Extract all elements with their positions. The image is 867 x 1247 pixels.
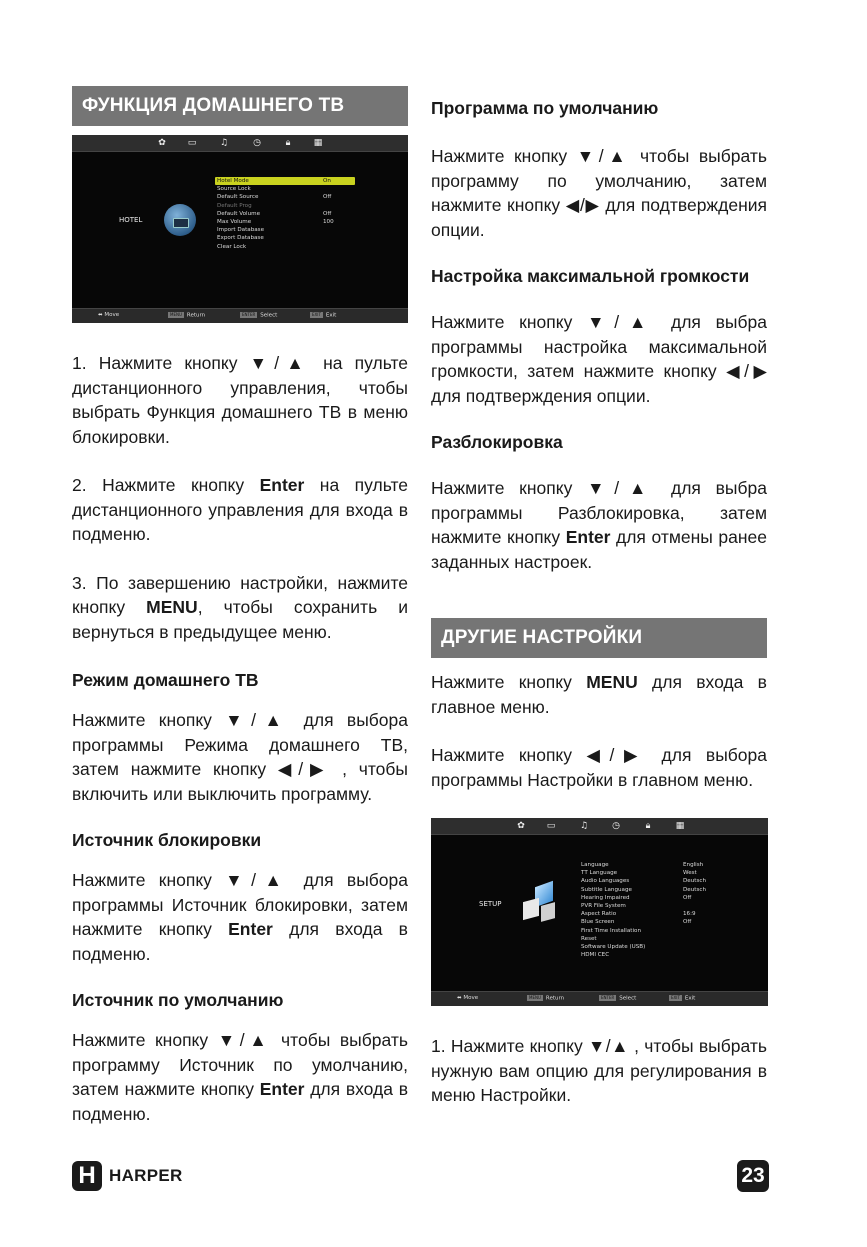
menu-item-label: HDMI CEC	[581, 952, 610, 959]
lock-icon: 🔒︎	[285, 138, 291, 148]
step-1: 1. Нажмите кнопку ▼/▲ на пульте дистанционного управления, чтобы выбрать Функция домашнего ТВ в меню блокировки.	[72, 353, 408, 447]
step-3-text-end: , чтобы сохранить и вернуться в предыдущее меню.	[72, 597, 408, 642]
menu-item-label: Hearing Impaired	[581, 894, 630, 901]
move-arrows-icon: ⬌	[457, 995, 464, 1001]
menu-item-label: Audio Languages	[581, 878, 630, 885]
menu-item-value: Off	[683, 894, 692, 901]
page-number: 23	[737, 1160, 769, 1192]
menu-item-label: Source Lock	[217, 186, 251, 193]
menu-item[interactable]	[579, 927, 729, 935]
menu-item[interactable]	[215, 202, 355, 210]
hint-move	[457, 995, 478, 1001]
step-2-key: Enter	[259, 475, 305, 495]
setup-cubes-icon	[521, 884, 565, 924]
hint-move	[98, 312, 119, 318]
hint-label: Return	[186, 312, 206, 319]
monitor-icon: ▭	[187, 138, 197, 148]
menu-item-value: Off	[323, 194, 332, 201]
default-prog-text: Нажмите кнопку ▼/▲ чтобы выбрать программу по умолчанию, затем нажмите кнопку ◀/▶ для подтверждения опции.	[431, 146, 767, 240]
left-column	[72, 86, 408, 1126]
tv-bottom-bar	[72, 308, 408, 323]
lock-icon: 🔒︎	[645, 821, 651, 831]
menu-item-value: 100	[323, 218, 334, 225]
default-source-key: Enter	[259, 1079, 305, 1099]
menu-item-label: Subtitle Language	[581, 886, 632, 893]
section-title-home-tv: ФУНКЦИЯ ДОМАШНЕГО ТВ	[72, 86, 408, 126]
menu-item[interactable]	[215, 243, 355, 251]
menu-item[interactable]	[215, 185, 355, 193]
grid-icon: ▦	[675, 821, 685, 831]
menu-item[interactable]	[215, 210, 355, 218]
menu-item-label: Default Source	[217, 194, 259, 201]
menu-item-label: Reset	[581, 935, 597, 942]
gear-icon: ✿	[517, 821, 525, 831]
hint-key: ENTER	[242, 312, 256, 317]
heading-default-prog: Программа по умолчанию	[431, 98, 659, 118]
heading-default-source: Источник по умолчанию	[72, 990, 284, 1010]
step-3-key: MENU	[146, 597, 198, 617]
hint-select	[240, 312, 277, 319]
menu-item-label: Default Volume	[217, 210, 261, 217]
menu-item[interactable]	[215, 218, 355, 226]
step-2-text: 2. Нажмите кнопку	[72, 475, 260, 495]
menu-item[interactable]	[215, 177, 355, 185]
hint-exit	[310, 312, 336, 319]
menu-item-label: Blue Screen	[581, 919, 615, 926]
music-icon: ♫	[219, 138, 229, 148]
menu-item-value: Off	[683, 919, 692, 926]
menu-item-value: West	[683, 870, 697, 877]
source-lock-key: Enter	[228, 919, 273, 939]
setup-menu-screenshot	[431, 818, 768, 1006]
clock-icon: ◷	[253, 138, 261, 148]
menu-enter-text	[431, 670, 767, 719]
max-volume-text: Нажмите кнопку ▼/▲ для выбра программы настройка максимальной громкости, затем нажмите кнопку ◀/▶ для подтверждения опции.	[431, 312, 767, 406]
move-arrows-icon: ⬌	[98, 312, 105, 318]
source-lock-text-a: Нажмите кнопку ▼/▲ для выбора программы Источник блокировки, затем нажмите кнопку	[72, 870, 408, 939]
unlock-text	[431, 476, 767, 574]
menu-item-label: Import Database	[217, 227, 265, 234]
hint-label: Select	[619, 995, 637, 1002]
tv-bottom-bar	[431, 991, 768, 1006]
hint-label: Move	[104, 312, 120, 318]
music-icon: ♫	[579, 821, 589, 831]
tv-top-bar	[431, 818, 768, 835]
menu-item[interactable]	[579, 943, 729, 951]
menu-item[interactable]	[579, 910, 729, 918]
step-3-text: 3. По завершению настройки, нажмите кнопку	[72, 572, 408, 617]
menu-item[interactable]	[579, 886, 729, 894]
hint-label: Exit	[325, 312, 337, 319]
menu-item-value: 16:9	[683, 911, 696, 918]
menu-item-value: On	[323, 178, 331, 184]
right-column	[431, 86, 767, 1108]
unlock-text-a: Нажмите кнопку ▼/▲ для выбра программы Разблокировка, затем нажмите кнопку	[431, 478, 767, 547]
step-3	[72, 571, 408, 645]
menu-item[interactable]	[579, 861, 729, 869]
tv-top-bar	[72, 135, 408, 152]
hint-key: EXIT	[312, 312, 321, 317]
menu-item-label: PVR File System	[581, 902, 626, 909]
default-source-text-a: Нажмите кнопку ▼/▲ чтобы выбрать программу Источник по умолчанию, затем нажмите кнопку	[72, 1030, 408, 1099]
menu-enter-text-c: для входа в главное меню.	[431, 672, 767, 717]
hint-return	[168, 312, 205, 319]
default-source-text	[72, 1028, 408, 1126]
settings-select-text: Нажмите кнопку ◀/▶ для выбора программы Настройки в главном меню.	[431, 745, 767, 790]
gear-icon: ✿	[158, 138, 166, 148]
menu-item-label: Clear Lock	[217, 243, 247, 250]
hotel-menu-screenshot	[72, 135, 408, 323]
logo-mark: H	[72, 1161, 102, 1191]
menu-item-value: English	[683, 862, 704, 868]
menu-item-value: Deutsch	[683, 886, 707, 893]
hint-key: MENU	[170, 312, 182, 317]
step-2-text-end: на пульте дистанционного управления для входа в подменю.	[72, 475, 409, 544]
menu-item-label: First Time Installation	[581, 927, 641, 934]
menu-item[interactable]	[579, 877, 729, 885]
menu-item-label: TT Language	[581, 870, 618, 877]
hint-key: MENU	[529, 995, 541, 1000]
menu-enter-text-a: Нажмите кнопку	[431, 672, 587, 692]
menu-item[interactable]	[579, 894, 729, 902]
heading-max-volume: Настройка максимальной громкости	[431, 266, 750, 286]
menu-item[interactable]	[579, 918, 729, 926]
section-title-other-settings: ДРУГИЕ НАСТРОЙКИ	[431, 618, 767, 658]
heading-source-lock: Источник блокировки	[72, 830, 262, 850]
menu-item-label: Hotel Mode	[217, 178, 249, 184]
tv-menu-label: HOTEL	[119, 216, 143, 224]
tv-menu-label: SETUP	[479, 900, 502, 908]
step-2	[72, 473, 408, 547]
heading-home-tv-mode: Режим домашнего ТВ	[72, 670, 259, 690]
menu-item[interactable]	[579, 869, 729, 877]
hint-label: Move	[463, 995, 479, 1001]
menu-item[interactable]	[579, 951, 729, 959]
menu-item-label: Aspect Ratio	[581, 911, 617, 918]
hint-key: ENTER	[601, 995, 615, 1000]
hint-label: Return	[545, 995, 565, 1002]
source-lock-text-c: для входа в подменю.	[72, 919, 408, 964]
setup-menu-list	[579, 861, 729, 959]
menu-item-value: Deutsch	[683, 878, 707, 885]
clock-icon: ◷	[612, 821, 620, 831]
hotel-icon	[164, 204, 196, 236]
default-source-text-c: для входа в подменю.	[72, 1079, 408, 1124]
menu-enter-key: MENU	[586, 672, 638, 692]
source-lock-text	[72, 868, 408, 966]
monitor-icon: ▭	[546, 821, 556, 831]
hotel-menu-list	[215, 177, 355, 251]
menu-item[interactable]	[215, 226, 355, 234]
menu-item-value: Off	[323, 210, 332, 217]
menu-item[interactable]	[215, 234, 355, 242]
hint-label: Exit	[684, 995, 696, 1002]
menu-item[interactable]	[215, 193, 355, 201]
brand-name: HARPER	[109, 1166, 183, 1185]
unlock-text-c: для отмены ранее заданных настроек.	[431, 527, 767, 572]
unlock-key: Enter	[565, 527, 611, 547]
menu-item-label: Max Volume	[217, 218, 252, 225]
hint-return	[527, 995, 564, 1002]
hint-select	[599, 995, 636, 1002]
menu-item-label: Export Database	[217, 235, 264, 242]
menu-item-label: Language	[581, 862, 609, 868]
hint-label: Select	[260, 312, 278, 319]
harper-logo	[72, 1161, 183, 1191]
menu-item[interactable]	[579, 935, 729, 943]
menu-item[interactable]	[579, 902, 729, 910]
menu-item-label: Default Prog	[217, 202, 252, 209]
hint-exit	[669, 995, 695, 1002]
hint-key: EXIT	[671, 995, 680, 1000]
setup-step-1: 1. Нажмите кнопку ▼/▲ , чтобы выбрать нужную вам опцию для регулирования в меню Настройки.	[431, 1036, 767, 1105]
heading-unlock: Разблокировка	[431, 432, 563, 452]
menu-item-label: Software Update (USB)	[581, 943, 646, 950]
home-tv-mode-text: Нажмите кнопку ▼/▲ для выбора программы Режима домашнего ТВ, затем нажмите кнопку ◀/▶ , чтобы включить или выключить программу.	[72, 710, 408, 804]
grid-icon: ▦	[313, 138, 323, 148]
